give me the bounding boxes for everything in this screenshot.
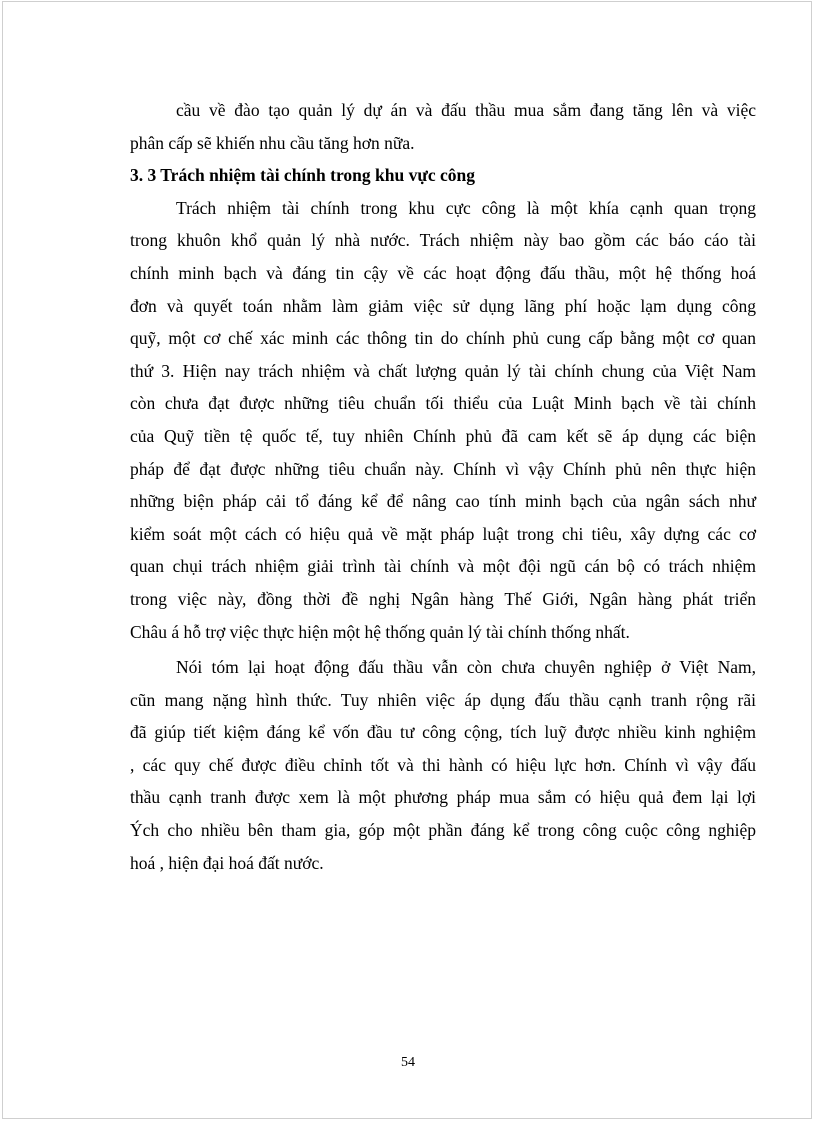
text-line: pháp để đạt được những tiêu chuẩn này. Chính vì vậy Chính phủ nên thực hiện xyxy=(130,458,756,479)
text-line: kiểm soát một cách có hiệu quả về mặt pháp luật trong chi tiêu, xây dựng các cơ xyxy=(130,523,756,544)
text-line: những biện pháp cải tổ đáng kể để nâng cao tính minh bạch của ngân sách như xyxy=(130,491,756,512)
text-line: thầu cạnh tranh được xem là một phương pháp mua sắm có hiệu quả đem lại lợi xyxy=(130,787,756,808)
text-line: chính minh bạch và đáng tin cậy về các hoạt động đấu thầu, một hệ thống hoá xyxy=(130,262,756,283)
text-line: Trách nhiệm tài chính trong khu cực công là một khía cạnh quan trọng xyxy=(176,197,756,218)
text-line: trong khuôn khổ quản lý nhà nước. Trách nhiệm này bao gồm các báo cáo tài xyxy=(130,230,756,251)
text-line: , các quy chế được điều chỉnh tốt và thi hành có hiệu lực hơn. Chính vì vậy đấu xyxy=(130,754,756,775)
text-line: của Quỹ tiền tệ quốc tế, tuy nhiên Chính phủ đã cam kết sẽ áp dụng các biện xyxy=(130,425,756,446)
text-line: thứ 3. Hiện nay trách nhiệm và chất lượng quản lý tài chính chung của Việt Nam xyxy=(130,360,756,381)
text-line: còn chưa đạt được những tiêu chuẩn tối thiểu của Luật Minh bạch về tài chính xyxy=(130,393,756,414)
text-line: phân cấp sẽ khiến nhu cầu tăng hơn nữa. xyxy=(130,132,415,153)
document-body xyxy=(130,94,756,879)
section-heading: 3. 3 Trách nhiệm tài chính trong khu vực công xyxy=(130,165,475,186)
text-line: cũn mang nặng hình thức. Tuy nhiên việc áp dụng đấu thầu cạnh tranh rộng rãi xyxy=(130,689,756,710)
paragraph-continuation xyxy=(130,94,756,159)
text-line: Nói tóm lại hoạt động đấu thầu vẫn còn chưa chuyên nghiệp ở Việt Nam, xyxy=(176,657,756,678)
paragraph-conclusion xyxy=(130,651,756,879)
page-number: 54 xyxy=(401,1055,415,1070)
text-line: quỹ, một cơ chế xác minh các thông tin do chính phủ cung cấp bằng một cơ quan xyxy=(130,328,756,349)
text-line: Ých cho nhiều bên tham gia, góp một phần đáng kể trong công cuộc công nghiệp xyxy=(130,820,756,841)
text-line: hoá , hiện đại hoá đất nước. xyxy=(130,852,324,873)
text-line: cầu về đào tạo quản lý dự án và đấu thầu mua sắm đang tăng lên và việc xyxy=(176,100,756,120)
text-line: Châu á hỗ trợ việc thực hiện một hệ thống quản lý tài chính thống nhất. xyxy=(130,621,630,642)
text-line: đã giúp tiết kiệm đáng kể vốn đầu tư công cộng, tích luỹ được nhiều kinh nghiệm xyxy=(130,722,756,743)
text-line: trong việc này, đồng thời đề nghị Ngân hàng Thế Giới, Ngân hàng phát triển xyxy=(130,588,756,609)
paragraph-financial-responsibility xyxy=(130,192,756,648)
text-line: đơn và quyết toán nhằm làm giảm việc sử dụng lãng phí hoặc lạm dụng công xyxy=(130,295,756,316)
text-line: quan chụi trách nhiệm giải trình tài chính và một đội ngũ cán bộ có trách nhiệm xyxy=(130,556,756,577)
